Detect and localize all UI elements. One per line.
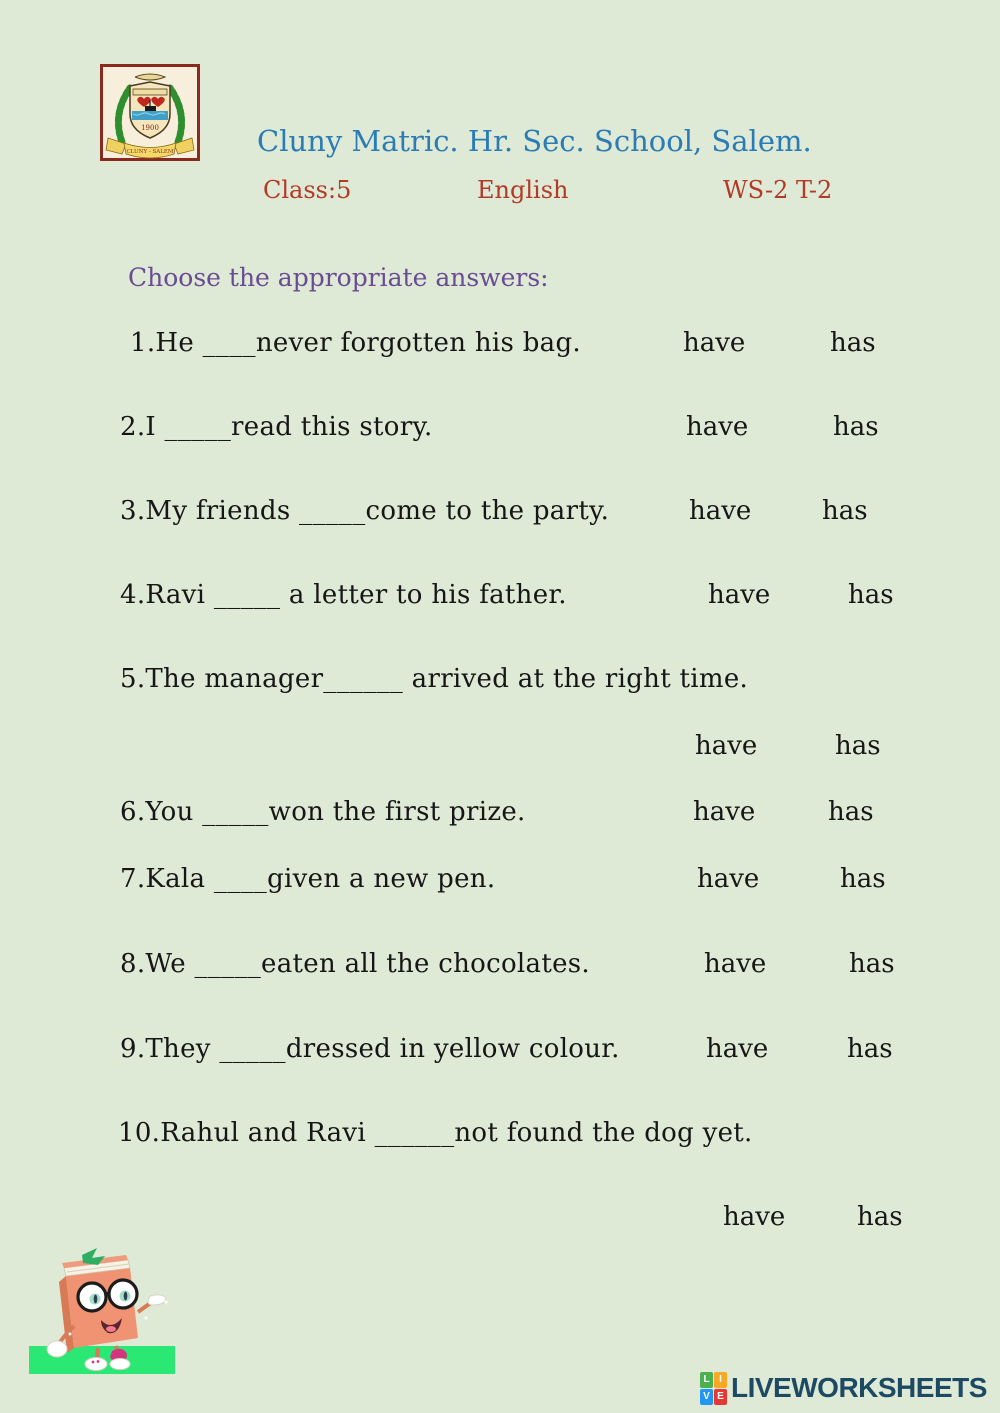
q2-option-has[interactable]: has <box>833 412 879 442</box>
question-8: 8.We _____eaten all the chocolates. <box>120 949 590 979</box>
book-mascot-illustration <box>26 1238 181 1378</box>
question-9: 9.They _____dressed in yellow colour. <box>120 1034 620 1064</box>
q10-option-has[interactable]: has <box>857 1202 903 1232</box>
tile-letter-l: L <box>700 1372 713 1388</box>
crest-year: 1900 <box>141 124 159 132</box>
q1-option-has[interactable]: has <box>830 328 876 358</box>
q3-option-have[interactable]: have <box>689 496 752 526</box>
q8-option-has[interactable]: has <box>849 949 895 979</box>
q4-option-have[interactable]: have <box>708 580 771 610</box>
q7-option-have[interactable]: have <box>697 864 760 894</box>
liveworksheets-wordmark: LIVEWORKSHEETS <box>731 1372 987 1403</box>
q5-option-have[interactable]: have <box>695 731 758 761</box>
question-2: 2.I _____read this story. <box>120 412 433 442</box>
question-4: 4.Ravi _____ a letter to his father. <box>120 580 567 610</box>
liveworksheets-tiles-icon <box>700 1372 727 1405</box>
q2-option-have[interactable]: have <box>686 412 749 442</box>
question-3: 3.My friends _____come to the party. <box>120 496 610 526</box>
question-7: 7.Kala ____given a new pen. <box>120 864 496 894</box>
question-6: 6.You _____won the first prize. <box>120 797 526 827</box>
class-label: Class:5 <box>263 176 352 204</box>
question-5: 5.The manager______ arrived at the right time. <box>120 664 749 694</box>
q5-option-has[interactable]: has <box>835 731 881 761</box>
q3-option-has[interactable]: has <box>822 496 868 526</box>
q6-option-has[interactable]: has <box>828 797 874 827</box>
q1-option-have[interactable]: have <box>683 328 746 358</box>
liveworksheets-brand <box>700 1371 987 1405</box>
q6-option-have[interactable]: have <box>693 797 756 827</box>
q10-option-have[interactable]: have <box>723 1202 786 1232</box>
tile-letter-i: I <box>714 1372 727 1388</box>
question-10: 10.Rahul and Ravi ______not found the dog yet. <box>118 1118 753 1148</box>
q7-option-has[interactable]: has <box>840 864 886 894</box>
subject-label: English <box>477 176 569 204</box>
instruction-text: Choose the appropriate answers: <box>128 263 549 292</box>
tile-letter-v: V <box>700 1389 713 1405</box>
q9-option-has[interactable]: has <box>847 1034 893 1064</box>
q9-option-have[interactable]: have <box>706 1034 769 1064</box>
question-1: 1.He ____never forgotten his bag. <box>130 328 581 358</box>
school-name-title: Cluny Matric. Hr. Sec. School, Salem. <box>257 124 812 158</box>
school-crest-logo <box>100 64 200 161</box>
crest-banner-text: CLUNY - SALEM <box>126 149 174 155</box>
tile-letter-e: E <box>714 1389 727 1405</box>
q8-option-have[interactable]: have <box>704 949 767 979</box>
worksheet-code: WS-2 T-2 <box>723 176 833 204</box>
q4-option-has[interactable]: has <box>848 580 894 610</box>
